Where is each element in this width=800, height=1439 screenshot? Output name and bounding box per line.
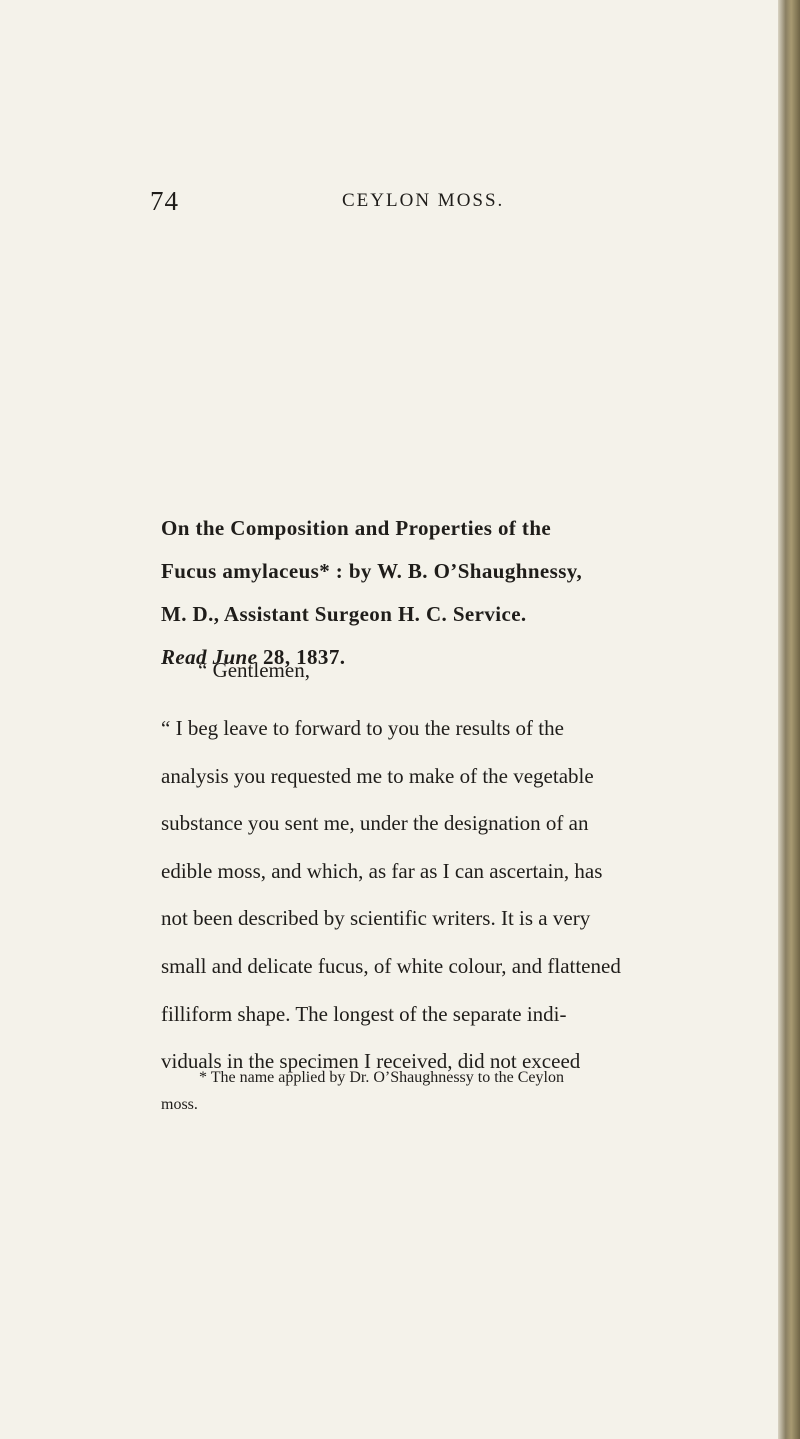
letter-salutation: “ Gentlemen,	[198, 658, 310, 682]
paragraph-line: edible moss, and which, as far as I can ascertain, has	[161, 858, 603, 883]
paragraph-line: “ I beg leave to forward to you the results of the	[161, 716, 564, 740]
article-title	[161, 507, 721, 679]
footnote	[161, 1064, 715, 1118]
page-number: 74	[150, 186, 179, 216]
page-header	[0, 186, 800, 226]
title-line: M. D., Assistant Surgeon H. C. Service.	[161, 602, 527, 626]
title-line: On the Composition and Properties of the	[161, 516, 552, 540]
footnote-line: moss.	[161, 1096, 198, 1113]
title-line: Fucus amylaceus* : by W. B. O’Shaughnessy,	[161, 559, 583, 583]
paragraph-line: viduals in the specimen I received, did not exceed	[161, 1049, 581, 1074]
paragraph-line: filliform shape. The longest of the separate indi-	[161, 1001, 567, 1026]
read-prefix: Read June	[161, 645, 258, 669]
paragraph-line: not been described by scientific writers. It is a very	[161, 906, 591, 931]
read-date: 28, 1837.	[263, 645, 346, 669]
paragraph-line: small and delicate fucus, of white colour, and flattened	[161, 953, 621, 978]
paragraph-line: substance you sent me, under the designation of an	[161, 811, 589, 836]
running-head: CEYLON MOSS.	[342, 190, 505, 211]
letter-paragraph	[161, 705, 715, 1086]
paragraph-line: analysis you requested me to make of the vegetable	[161, 763, 594, 788]
footnote-line: * The name applied by Dr. O’Shaughnessy to the Ceylon	[199, 1069, 564, 1086]
